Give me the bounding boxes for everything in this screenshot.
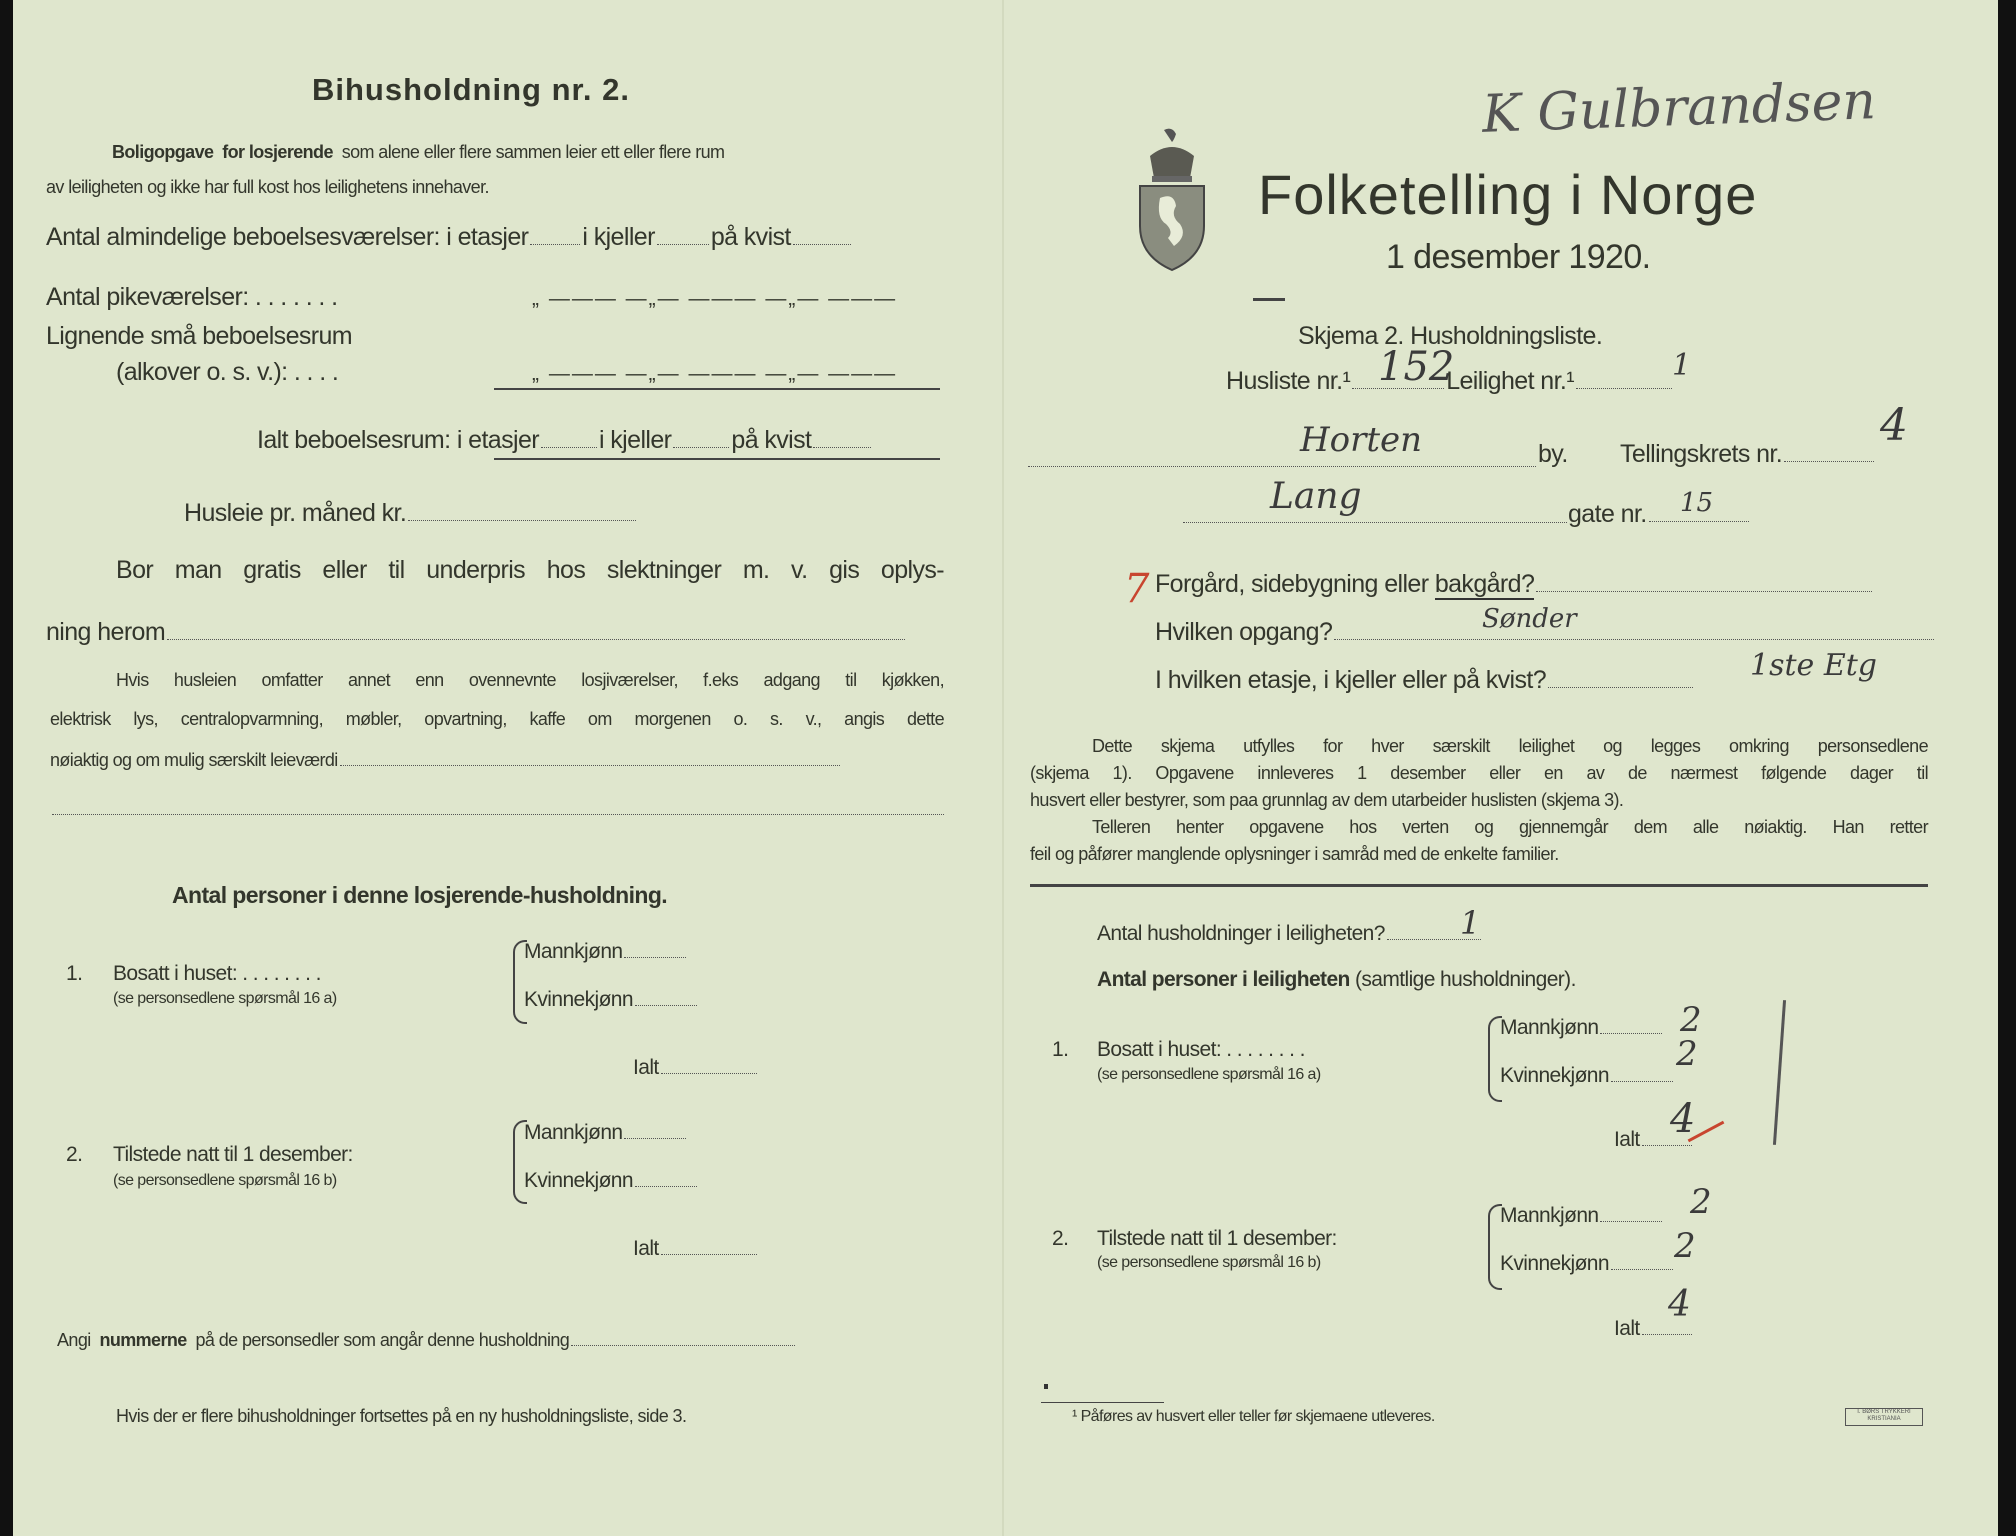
right-q1-female: [1500, 1064, 1675, 1088]
left-q1-total: [633, 1056, 759, 1080]
right-q2-female: [1500, 1252, 1675, 1276]
intro-line-2: av leiligheten og ikke har full kost hos leilighetens innehaver.: [46, 177, 489, 197]
scan-border-right: [1998, 0, 2016, 1536]
rooms-label: Antal almindelige beboelsesværelser:: [46, 223, 440, 251]
title-dash: [1253, 298, 1285, 301]
kvist-field[interactable]: [793, 243, 851, 245]
left-q2-female: [524, 1169, 699, 1193]
ink-dot: [1044, 1384, 1048, 1389]
page-fold: [1002, 0, 1004, 1536]
female-field[interactable]: [635, 1185, 697, 1187]
intro-rest: som alene eller flere sammen leier ett eller flere rum: [341, 142, 725, 162]
male-field[interactable]: [1600, 1220, 1662, 1222]
female-label: Kvinnekjønn: [524, 988, 633, 1011]
kvist-label: på kvist: [710, 223, 791, 251]
etasje-field[interactable]: [1548, 686, 1693, 688]
etasje-label: I hvilken etasje, i kjeller eller på kvist?: [1155, 666, 1547, 694]
small-rooms-label: Lignende små beboelsesrum: [46, 322, 353, 350]
male-field[interactable]: [1600, 1032, 1662, 1034]
info-line-4: Telleren henter opgavene hos verten og gjennemgår dem alle nøiaktig. Han retter: [1092, 817, 1928, 837]
male-label: Mannkjønn: [1500, 1204, 1599, 1227]
female-field[interactable]: [635, 1004, 697, 1006]
right-q2-sub: (se personsedlene spørsmål 16 b): [1097, 1254, 1321, 1271]
right-q1-male-value: 2: [1680, 1000, 1702, 1040]
printer-stamp: I. BØRS TRYKKERI KRISTIANIA: [1845, 1408, 1923, 1426]
forgaard-label: Forgård, sidebygning eller: [1155, 570, 1429, 598]
note-line-3: [50, 750, 842, 771]
forgaard-row: [1155, 570, 1874, 599]
free-label: ning herom: [46, 618, 166, 646]
street-field[interactable]: [1183, 522, 1567, 523]
etasjer-field[interactable]: [530, 243, 580, 245]
right-q1-male: [1500, 1016, 1664, 1040]
forgaard-field[interactable]: [1536, 590, 1872, 592]
intro-bold-2: for losjerende: [222, 142, 333, 162]
krets-value: 4: [1880, 400, 1908, 451]
right-q2-female-value: 2: [1674, 1226, 1696, 1266]
free-field[interactable]: [167, 638, 905, 640]
male-label: Mannkjønn: [524, 1121, 623, 1144]
male-label: Mannkjønn: [524, 940, 623, 963]
male-field[interactable]: [624, 956, 686, 958]
total-label: Ialt: [1614, 1317, 1640, 1340]
norway-coat-of-arms-icon: [1134, 126, 1210, 272]
kjeller-field[interactable]: [657, 243, 709, 245]
left-q2-label: Tilstede natt til 1 desember:: [113, 1143, 353, 1166]
rent-row: [184, 499, 638, 528]
schema-label: Skjema 2. Husholdningsliste.: [1298, 322, 1603, 350]
total-field[interactable]: [1642, 1333, 1692, 1335]
right-q1-total-value: 4: [1670, 1096, 1696, 1142]
total-label: Ialt: [633, 1237, 659, 1260]
left-q2-male: [524, 1121, 688, 1145]
ialt-rooms-label: Ialt beboelsesrum:: [257, 426, 451, 454]
left-title: Bihusholdning nr. 2.: [312, 72, 630, 107]
right-q1-num: 1.: [1052, 1038, 1069, 1061]
households-row: [1097, 922, 1483, 946]
households-value: 1: [1460, 904, 1481, 942]
section-rule: [1030, 884, 1928, 887]
alkover-ditto: „ ——— —„— ——— —„— ———: [532, 362, 898, 385]
info-line-2: (skjema 1). Opgavene innleveres 1 desember eller en av de nærmest følgende dager til: [1030, 763, 1928, 783]
street-value: Lang: [1270, 476, 1362, 517]
right-title: Folketelling i Norge: [1258, 163, 1758, 226]
opgang-value: Sønder: [1482, 604, 1577, 634]
numbers-bold: nummerne: [99, 1330, 187, 1350]
intro-line-1: [112, 142, 938, 163]
etasjer-label: i etasjer: [456, 426, 539, 454]
alkover-label: (alkover o. s. v.): . . . .: [116, 358, 339, 386]
by-label: by.: [1538, 440, 1568, 468]
numbers-row: [57, 1330, 797, 1351]
persons-heading-rest: (samtlige husholdninger).: [1355, 968, 1576, 991]
etasje-value: 1ste Etg: [1750, 648, 1877, 683]
kvist-total-field[interactable]: [813, 446, 871, 448]
krets-field[interactable]: [1784, 460, 1874, 462]
left-q2-num: 2.: [66, 1143, 83, 1166]
bakgaard-underlined: bakgård?: [1434, 570, 1535, 598]
left-q2-sub: (se personsedlene spørsmål 16 b): [113, 1172, 337, 1189]
opgang-field[interactable]: [1334, 638, 1934, 640]
note-extra-line[interactable]: [52, 814, 944, 815]
city-value: Horten: [1300, 420, 1423, 460]
kjeller-total-field[interactable]: [673, 446, 729, 448]
gate-field[interactable]: [1649, 520, 1749, 522]
left-q1-female: [524, 988, 699, 1012]
continue-note: Hvis der er flere bihusholdninger fortsettes på en ny husholdningsliste, side 3.: [116, 1406, 687, 1426]
right-persons-heading: [1097, 968, 1576, 992]
signature: K Gulbrandsen: [1481, 71, 1877, 145]
etasjer-total-field[interactable]: [541, 446, 597, 448]
pencil-margin-mark: [1773, 1000, 1786, 1145]
pike-ditto: „ ——— —„— ——— —„— ———: [532, 287, 898, 310]
krets-label: Tellingskrets nr.: [1620, 440, 1783, 468]
female-label: Kvinnekjønn: [524, 1169, 633, 1192]
left-q1-sub: (se personsedlene spørsmål 16 a): [113, 990, 337, 1007]
leilighet-value: 1: [1672, 348, 1692, 383]
female-label: Kvinnekjønn: [1500, 1064, 1609, 1087]
etasjer-label: i etasjer: [446, 223, 529, 251]
rooms-row: [46, 223, 853, 252]
right-q2-label: Tilstede natt til 1 desember:: [1097, 1227, 1337, 1250]
left-q1-male: [524, 940, 688, 964]
kvist-label: på kvist: [731, 426, 812, 454]
left-q1-label: Bosatt i huset: . . . . . . . .: [113, 962, 321, 985]
left-q2-total: [633, 1237, 759, 1261]
red-mark: 7: [1124, 566, 1150, 612]
leilighet-label: Leilighet nr.¹: [1446, 367, 1574, 395]
krets-row: [1620, 440, 1876, 469]
numbers-pre: Angi: [57, 1330, 91, 1350]
right-q1-female-value: 2: [1676, 1034, 1698, 1074]
numbers-post: på de personsedler som angår denne husholdning: [195, 1330, 570, 1350]
ialt-rooms-row: [257, 426, 873, 455]
total-label: Ialt: [633, 1056, 659, 1079]
husliste-label: Husliste nr.¹: [1226, 367, 1351, 395]
free-line-2: [46, 618, 907, 647]
rent-label: Husleie pr. måned kr.: [184, 499, 407, 527]
etasje-row: [1155, 666, 1695, 695]
leilighet-field[interactable]: [1576, 387, 1672, 389]
opgang-label: Hvilken opgang?: [1155, 618, 1333, 646]
male-field[interactable]: [624, 1137, 686, 1139]
city-field[interactable]: [1028, 466, 1536, 467]
info-line-1: Dette skjema utfylles for hver særskilt leilighet og legges omkring personsedlene: [1092, 736, 1928, 756]
sum-rule: [494, 388, 940, 390]
right-q2-male-value: 2: [1690, 1182, 1712, 1222]
gate-value: 15: [1680, 488, 1714, 518]
intro-bold-1: Boligopgave: [112, 142, 214, 162]
info-line-5: feil og påfører manglende oplysninger i samråd med de enkelte familier.: [1030, 844, 1559, 864]
scan-border-left: [0, 0, 13, 1536]
households-label: Antal husholdninger i leiligheten?: [1097, 922, 1385, 945]
total-field[interactable]: [661, 1072, 757, 1074]
gate-row: [1568, 500, 1751, 529]
persons-heading-bold: Antal personer i leiligheten: [1097, 968, 1350, 991]
footnote-rule: [1041, 1402, 1164, 1403]
leievaerdi-field[interactable]: [340, 764, 840, 766]
female-field[interactable]: [1611, 1080, 1673, 1082]
kjeller-label: i kjeller: [582, 223, 655, 251]
female-label: Kvinnekjønn: [1500, 1252, 1609, 1275]
total-label: Ialt: [1614, 1128, 1640, 1151]
male-label: Mannkjønn: [1500, 1016, 1599, 1039]
left-persons-heading: Antal personer i denne losjerende-husholdning.: [172, 882, 668, 908]
numbers-field[interactable]: [571, 1344, 795, 1346]
right-q2-num: 2.: [1052, 1227, 1069, 1250]
info-line-3: husvert eller bestyrer, som paa grunnlag av dem utarbeider huslisten (skjema 3).: [1030, 790, 1624, 810]
right-q2-male: [1500, 1204, 1664, 1228]
rent-field[interactable]: [408, 519, 636, 521]
female-field[interactable]: [1611, 1268, 1673, 1270]
census-date: 1 desember 1920.: [1386, 238, 1651, 276]
right-q1-sub: (se personsedlene spørsmål 16 a): [1097, 1066, 1321, 1083]
left-q1-num: 1.: [66, 962, 83, 985]
note-line-1: Hvis husleien omfatter annet enn ovennevnte losjiværelser, f.eks adgang til kjøkken,: [116, 670, 944, 690]
note-line-2: elektrisk lys, centralopvarmning, møbler, opvartning, kaffe om morgenen o. s. v., angis dette: [50, 709, 944, 729]
right-q2-total-value: 4: [1668, 1284, 1691, 1325]
free-line-1: Bor man gratis eller til underpris hos slektninger m. v. gis oplys-: [116, 556, 944, 584]
kjeller-label: i kjeller: [598, 426, 672, 454]
right-q1-label: Bosatt i huset: . . . . . . . .: [1097, 1038, 1305, 1061]
total-field[interactable]: [661, 1253, 757, 1255]
total-field[interactable]: [1642, 1144, 1692, 1146]
total-rule: [494, 458, 940, 460]
pike-label: Antal pikeværelser: . . . . . . .: [46, 283, 338, 311]
note-label: nøiaktig og om mulig særskilt leieværdi: [50, 750, 338, 770]
footnote: ¹ Påføres av husvert eller teller før skjemaene utleveres.: [1072, 1408, 1435, 1425]
husliste-value: 152: [1378, 344, 1455, 390]
gate-label: gate nr.: [1568, 500, 1647, 528]
